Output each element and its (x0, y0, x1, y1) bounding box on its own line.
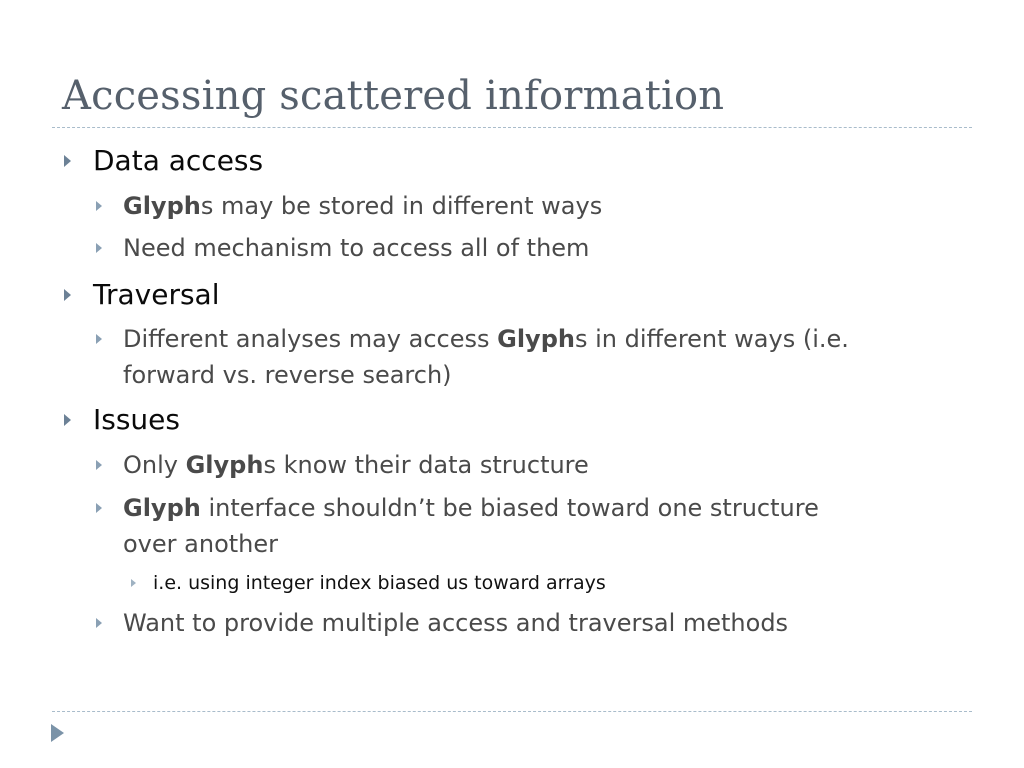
bullet-heading-data-access: Data access (93, 144, 264, 177)
bullet-text: s in different ways (i.e. (574, 325, 849, 353)
bullet-item (123, 447, 589, 483)
glyph-term: Glyph (123, 494, 201, 522)
bullet-item: Want to provide multiple access and traversal methods (123, 609, 789, 637)
triangle-right-icon (96, 618, 102, 628)
bullet-text: s may be stored in different ways (200, 192, 603, 220)
bullet-item-continuation: forward vs. reverse search) (123, 361, 452, 389)
play-icon[interactable] (51, 724, 64, 742)
bullet-item: Need mechanism to access all of them (123, 234, 590, 262)
bullet-text: Only (123, 451, 186, 479)
bullet-item (123, 490, 819, 526)
triangle-right-icon (96, 243, 102, 253)
triangle-right-icon (64, 155, 71, 167)
triangle-right-icon (64, 414, 71, 426)
bullet-heading-traversal: Traversal (93, 278, 220, 311)
glyph-term: Glyph (185, 451, 264, 479)
bullet-text: s know their data structure (263, 451, 589, 479)
bullet-text: interface shouldn’t be biased toward one structure (200, 494, 819, 522)
bullet-item (123, 188, 602, 224)
triangle-right-icon (96, 334, 102, 344)
triangle-right-icon (96, 503, 102, 513)
triangle-right-icon (64, 289, 71, 301)
glyph-term: Glyph (497, 325, 575, 353)
bullet-heading-issues: Issues (93, 403, 180, 436)
bullet-text: Different analyses may access (123, 325, 498, 353)
slide-title: Accessing scattered information (62, 73, 725, 119)
footer-divider (52, 711, 972, 712)
glyph-term: Glyph (123, 192, 201, 220)
sub-bullet-item: i.e. using integer index biased us toward arrays (153, 572, 606, 594)
bullet-item-continuation: over another (123, 530, 279, 558)
triangle-right-icon (131, 579, 136, 587)
triangle-right-icon (96, 460, 102, 470)
bullet-item (123, 321, 849, 357)
triangle-right-icon (96, 201, 102, 211)
